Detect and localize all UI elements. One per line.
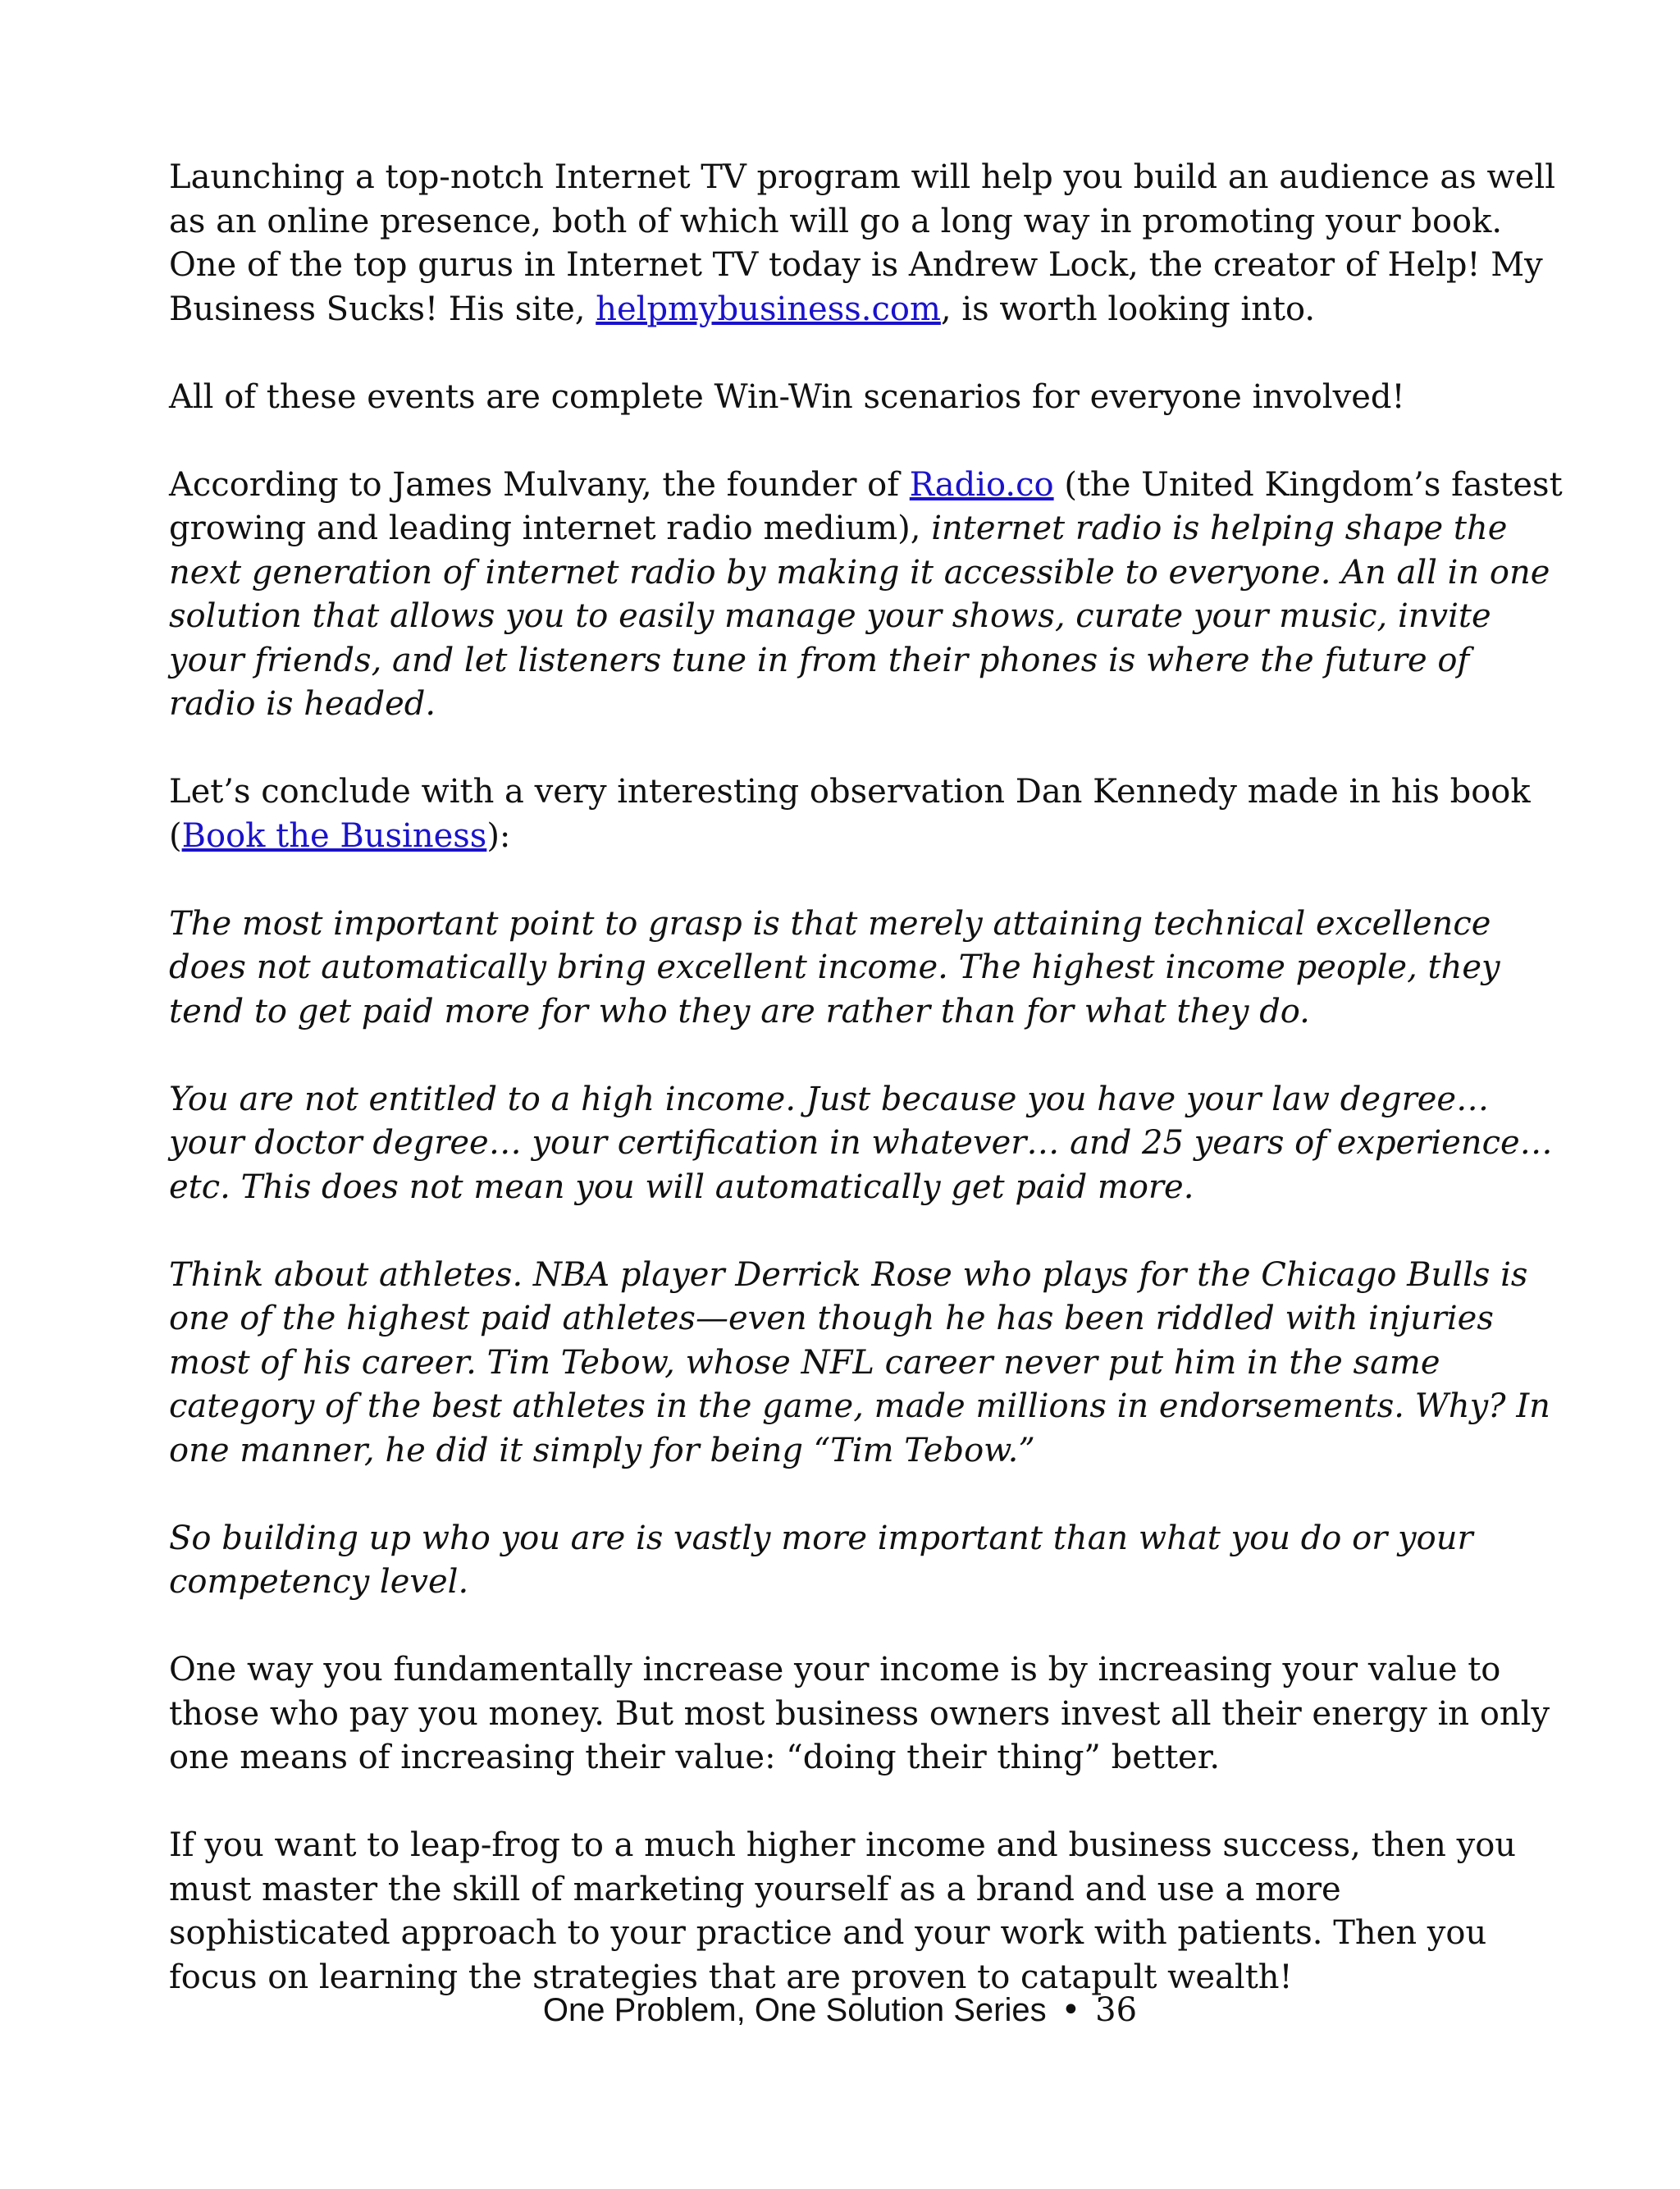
- paragraph-italic-quote: internet radio is helping shape the next generation of internet radio by making it accessible to everyone. An all in one solution that allows you to easily manage your shows, curate your music, invite your friends, and let listeners tune in from their phones is where the future of radio is headed.: [169, 510, 1550, 723]
- footer-series-title: One Problem, One Solution Series: [542, 1992, 1047, 2028]
- paragraph-internet-tv: [169, 156, 1564, 331]
- quote-technical-excellence: The most important point to grasp is that merely attaining technical excellence does not automatically bring excellent income. The highest income people, they tend to get paid more for who they are rather than for what they do.: [169, 904, 1500, 1031]
- link-radio-co[interactable]: Radio.co: [909, 465, 1054, 504]
- paragraph-text: (the United Kingdom’s fastest growing and leading internet radio medium),: [169, 465, 1563, 547]
- link-helpmybusiness[interactable]: helpmybusiness.com: [596, 290, 941, 328]
- quote-building-up: So building up who you are is vastly more important than what you do or your competency level.: [169, 1519, 1473, 1601]
- paragraph-increase-value: One way you fundamentally increase your income is by increasing your value to those who pay you money. But most business owners invest all their energy in only one means of increasing their value: “doing their thing” better.: [169, 1651, 1550, 1776]
- paragraph-leap-frog: If you want to leap-frog to a much higher income and business success, then you must master the skill of marketing yourself as a brand and use a more sophisticated approach to your practice and your work with patients. Then you focus on learning the strategies that are proven to catapult wealth!: [169, 1826, 1517, 1996]
- paragraph-text: All of these events are complete Win-Win scenarios for everyone involved!: [169, 377, 1405, 416]
- paragraph-internet-radio: [169, 464, 1564, 727]
- page-body: [169, 156, 1564, 1999]
- quote-athletes: Think about athletes. NBA player Derrick Rose who plays for the Chicago Bulls is one of the highest paid athletes—even though he has been riddled with injuries most of his career. Tim Tebow, whose NFL career never put him in the same category of the best athletes in the game, made millions in endorsements. Why? In one manner, he did it simply for being “Tim Tebow.”: [169, 1255, 1550, 1469]
- paragraph-text: Launching a top-notch Internet TV program will help you build an audience as well as an online presence, both of which will go a long way in promoting your book. One of the top gurus in Internet TV today is Andrew Lock, the creator of Help! My Business Sucks! His site,: [169, 158, 1556, 328]
- paragraph-text: Let’s conclude with a very interesting observation Dan Kennedy made in his book (: [169, 773, 1531, 855]
- footer-bullet: •: [1061, 1991, 1081, 2029]
- paragraph-dan-kennedy-intro: [169, 770, 1564, 858]
- paragraph-win-win: [169, 376, 1564, 420]
- page-footer: [0, 1989, 1680, 2031]
- quote-not-entitled: You are not entitled to a high income. Just because you have your law degree… your doctor degree… your certification in whatever… and 25 years of experience… etc. This does not mean you will automatically get paid more.: [169, 1080, 1553, 1206]
- paragraph-text: According to James Mulvany, the founder of: [169, 465, 910, 504]
- paragraph-text: ):: [486, 816, 511, 855]
- link-book-the-business[interactable]: Book the Business: [181, 816, 487, 855]
- page-number: 36: [1095, 1991, 1138, 2029]
- paragraph-text: , is worth looking into.: [940, 290, 1316, 328]
